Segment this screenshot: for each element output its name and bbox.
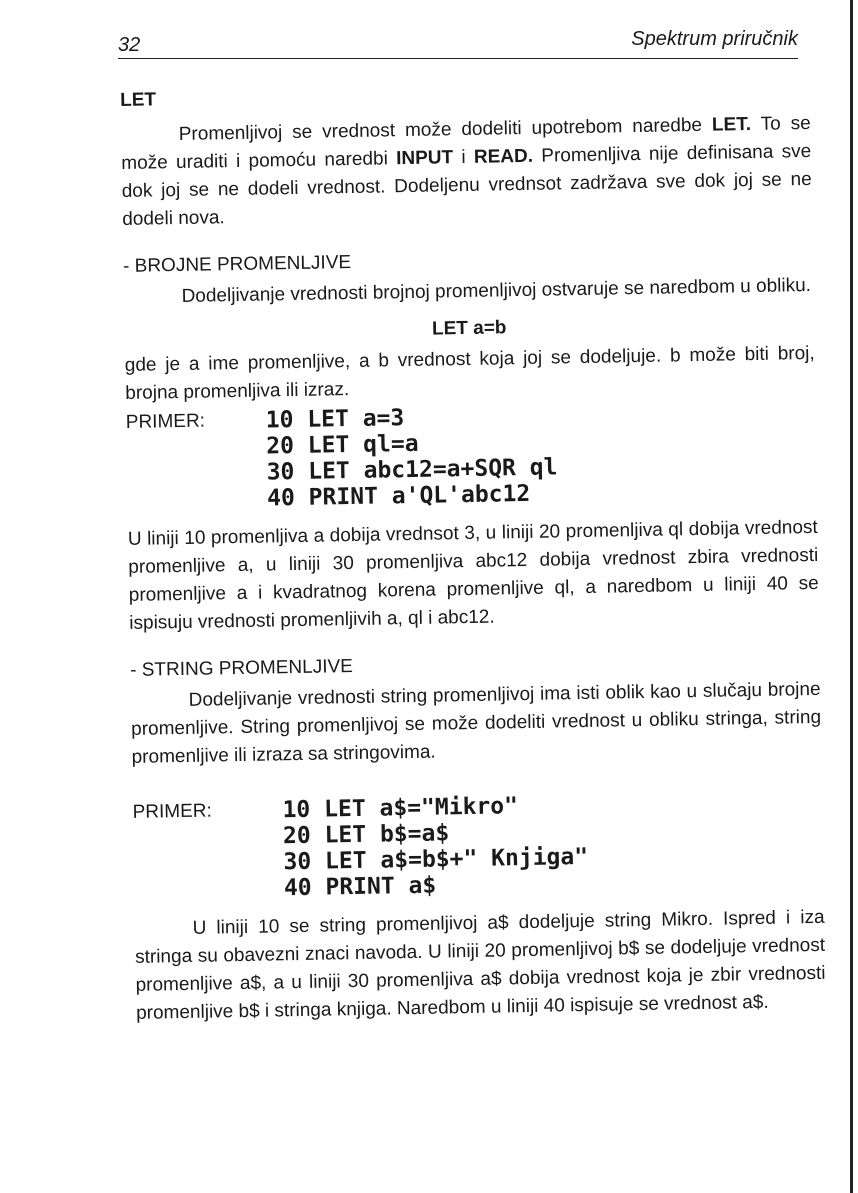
intro-text-4: Promenljiva nije definisana sve dok joj se ne dodeli vrednost. Dodeljenu vrednsot zadržava sve dok joj se ne dodeli nova. xyxy=(121,140,812,230)
page-edge-line xyxy=(850,0,853,1193)
numeric-explanation: U liniji 10 promenljiva a dobija vrednsot 3, u liniji 20 promenljiva ql dobija vrednost promenljive a, u liniji 30 promenljiva abc12 dobija vrednost zbira vrednosti promenljive a i kvadratnog korena promenljive ql, a naredbom u liniji 40 se ispisuju vrednosti promenljivih a, ql i abc12. xyxy=(127,516,819,634)
string-example xyxy=(132,788,824,904)
code-line: 40 PRINT a'QL'abc12 xyxy=(266,480,531,512)
string-paragraph-1: Dodeljivanje vrednosti string promenljivoj ima isti oblik kao u slučaju brojne promenljive. String promenljivoj se može dodeliti vrednost u obliku stringa, string promenljive ili izraza sa stringovima. xyxy=(130,678,822,768)
numeric-code xyxy=(266,402,559,511)
code-line: 20 LET ql=a xyxy=(266,430,419,460)
intro-text-1: Promenljivoj se vrednost može dodeliti upotrebom naredbe xyxy=(178,114,713,145)
page-content xyxy=(120,78,826,1028)
numeric-paragraph-1: Dodeljivanje vrednosti brojnoj promenljivoj ostvaruje se naredbom u obliku. xyxy=(181,274,812,307)
page-header xyxy=(118,28,798,59)
code-line: 10 LET a$="Mikro" xyxy=(282,793,519,824)
intro-text-3: i xyxy=(452,146,475,169)
numeric-example-label: PRIMER: xyxy=(125,410,206,433)
intro-keyword-input: INPUT xyxy=(395,147,454,170)
string-explanation: U liniji 10 se string promenljivoj a$ dodeljuje string Mikro. Ispred i iza stringa su obavezni znaci navoda. U liniji 20 promenljivoj b$ se dodeljuje vrednost promenljive a$, a u liniji 30 promenljiva a$ dobija vrednost koja je zbir vrednosti promenljive b$ i stringa knjiga. Naredbom u liniji 40 ispisuje se vrednost a$. xyxy=(134,906,826,1024)
intro-keyword-let: LET. xyxy=(711,113,752,136)
numeric-formula: LET a=b xyxy=(431,317,507,340)
code-line: 30 LET a$=b$+" Knjiga" xyxy=(283,843,589,876)
numeric-example xyxy=(126,398,818,514)
code-line: 30 LET abc12=a+SQR ql xyxy=(266,454,558,486)
intro-keyword-read: READ. xyxy=(473,145,534,168)
string-example-label: PRIMER: xyxy=(132,800,212,823)
numeric-heading: - BROJNE PROMENLJIVE xyxy=(122,251,352,277)
numeric-paragraph-2: gde je a ime promenljive, a b vrednost koja joj se dodeljuje. b može biti broj, brojna promenljiva ili izraz. xyxy=(124,342,815,404)
string-heading: - STRING PROMENLJIVE xyxy=(129,656,354,681)
string-code xyxy=(282,792,588,901)
page-number: 32 xyxy=(118,34,141,56)
code-line: 10 LET a=3 xyxy=(265,405,405,434)
book-title: Spektrum priručnik xyxy=(631,28,798,50)
let-intro-paragraph xyxy=(121,110,813,234)
code-line: 20 LET b$=a$ xyxy=(282,820,450,850)
section-title-let: LET xyxy=(120,89,157,111)
code-line: 40 PRINT a$ xyxy=(283,872,437,902)
intro-text-2: To se može uraditi i pomoću naredbi xyxy=(121,112,811,174)
